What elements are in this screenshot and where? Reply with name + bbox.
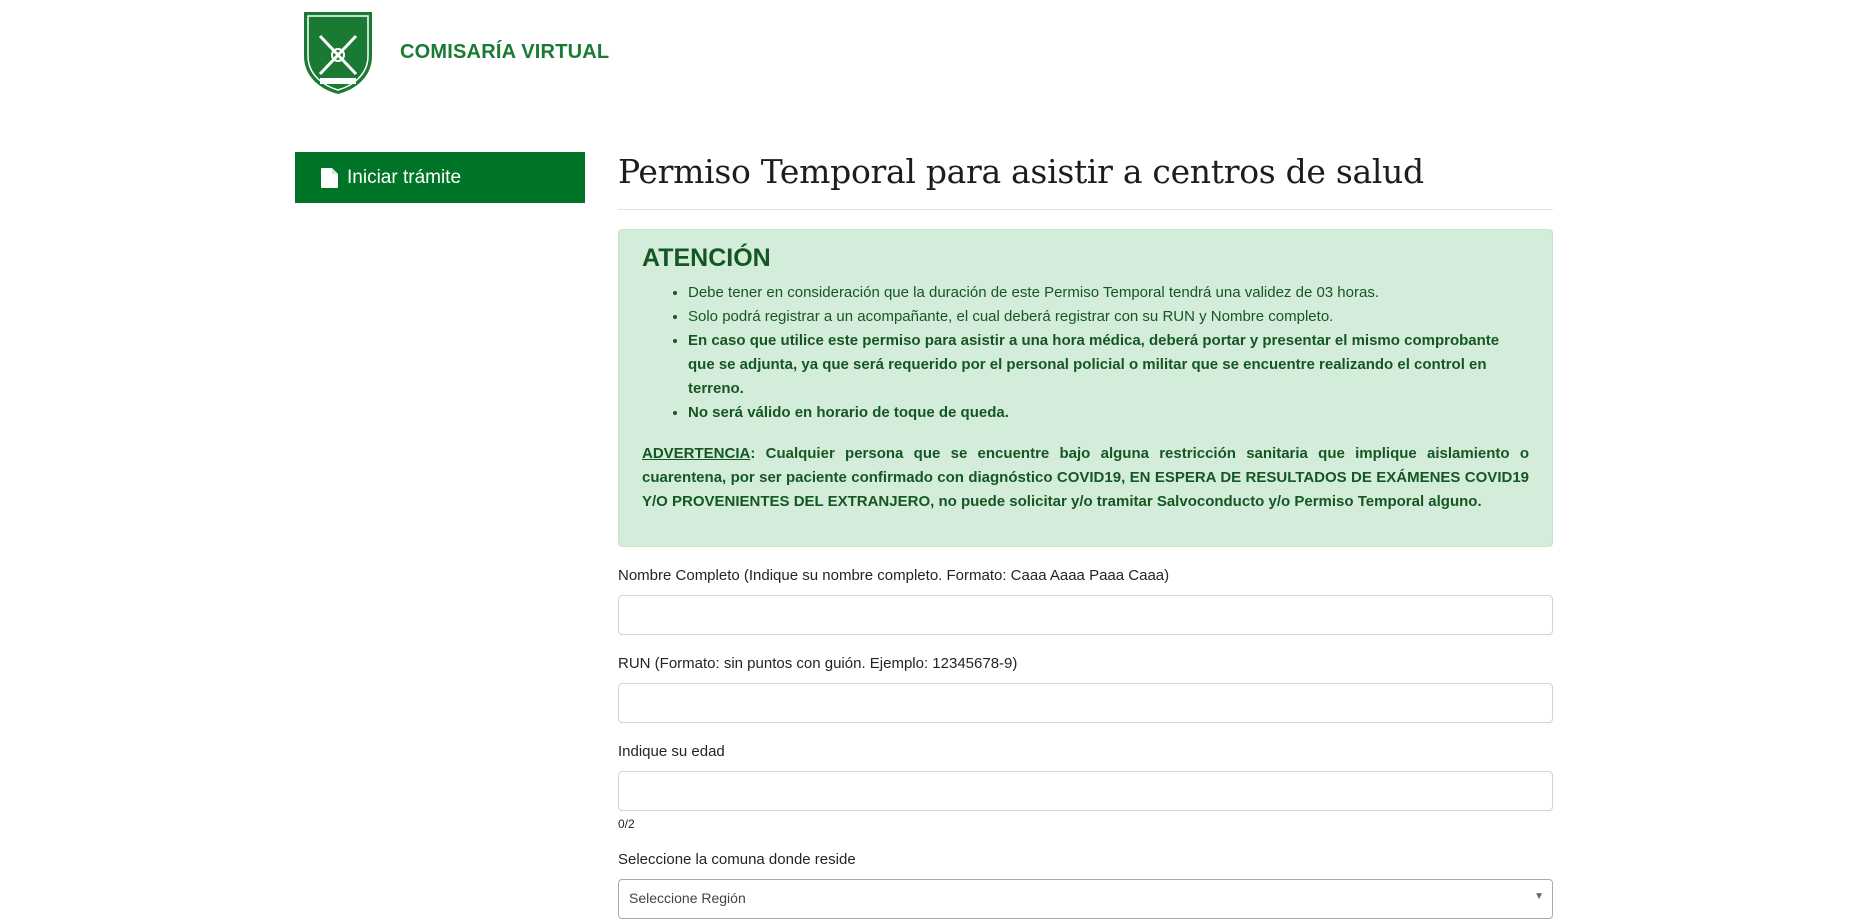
- name-label: Nombre Completo (Indique su nombre completo. Formato: Caaa Aaaa Paaa Caaa): [618, 567, 1170, 584]
- attention-alert: [618, 229, 1553, 547]
- alert-item: • Solo podrá registrar a un acompañante, el cual deberá registrar con su RUN y Nombre completo.: [688, 305, 1529, 329]
- region-select-value: Seleccione Región: [629, 890, 746, 906]
- file-icon: [321, 168, 338, 188]
- age-input[interactable]: [618, 771, 1553, 811]
- run-field-group: [618, 655, 1553, 723]
- comuna-label: Seleccione la comuna donde reside: [618, 851, 856, 868]
- age-char-counter: 0/2: [618, 817, 635, 831]
- age-label: Indique su edad: [618, 743, 725, 760]
- run-label: RUN (Formato: sin puntos con guión. Ejemplo: 12345678-9): [618, 655, 1018, 672]
- full-name-input[interactable]: [618, 595, 1553, 635]
- warning-label: ADVERTENCIA: [642, 445, 751, 462]
- name-field-group: [618, 567, 1553, 635]
- carabineros-logo[interactable]: [298, 8, 378, 96]
- start-procedure-button[interactable]: [295, 152, 585, 203]
- run-input[interactable]: [618, 683, 1553, 723]
- start-procedure-label: Iniciar trámite: [347, 166, 462, 188]
- page-title: Permiso Temporal para asistir a centros de salud: [618, 152, 1553, 210]
- alert-item: • En caso que utilice este permiso para asistir a una hora médica, deberá portar y presentar el mismo comprobante que se adjunta, ya que será requerido por el personal policial o militar que se encuentre realizando el control en terreno.: [688, 329, 1529, 401]
- comuna-field-group: [618, 851, 1553, 919]
- age-field-group: [618, 743, 1553, 831]
- main-content: [618, 152, 1553, 919]
- brand-title[interactable]: COMISARÍA VIRTUAL: [400, 40, 610, 63]
- alert-title: ATENCIÓN: [642, 244, 771, 272]
- chevron-down-icon: ▼: [1534, 891, 1544, 902]
- region-select[interactable]: [618, 879, 1553, 919]
- alert-item: • Debe tener en consideración que la duración de este Permiso Temporal tendrá una validez de 03 horas.: [688, 281, 1529, 305]
- site-header: [298, 8, 609, 96]
- warning-text: : Cualquier persona que se encuentre bajo alguna restricción sanitaria que implique aislamiento o cuarentena, por ser paciente confirmado con diagnóstico COVID19, EN ESPERA DE RESULTADOS DE EXÁMENES COVID19 Y/O PROVENIENTES DEL EXTRANJERO, no puede solicitar y/o tramitar Salvoconducto y/o Permiso Temporal alguno.: [642, 445, 1529, 510]
- warning-paragraph: [642, 442, 1529, 514]
- alert-item: • No será válido en horario de toque de queda.: [688, 401, 1529, 425]
- alert-list: [688, 281, 1529, 425]
